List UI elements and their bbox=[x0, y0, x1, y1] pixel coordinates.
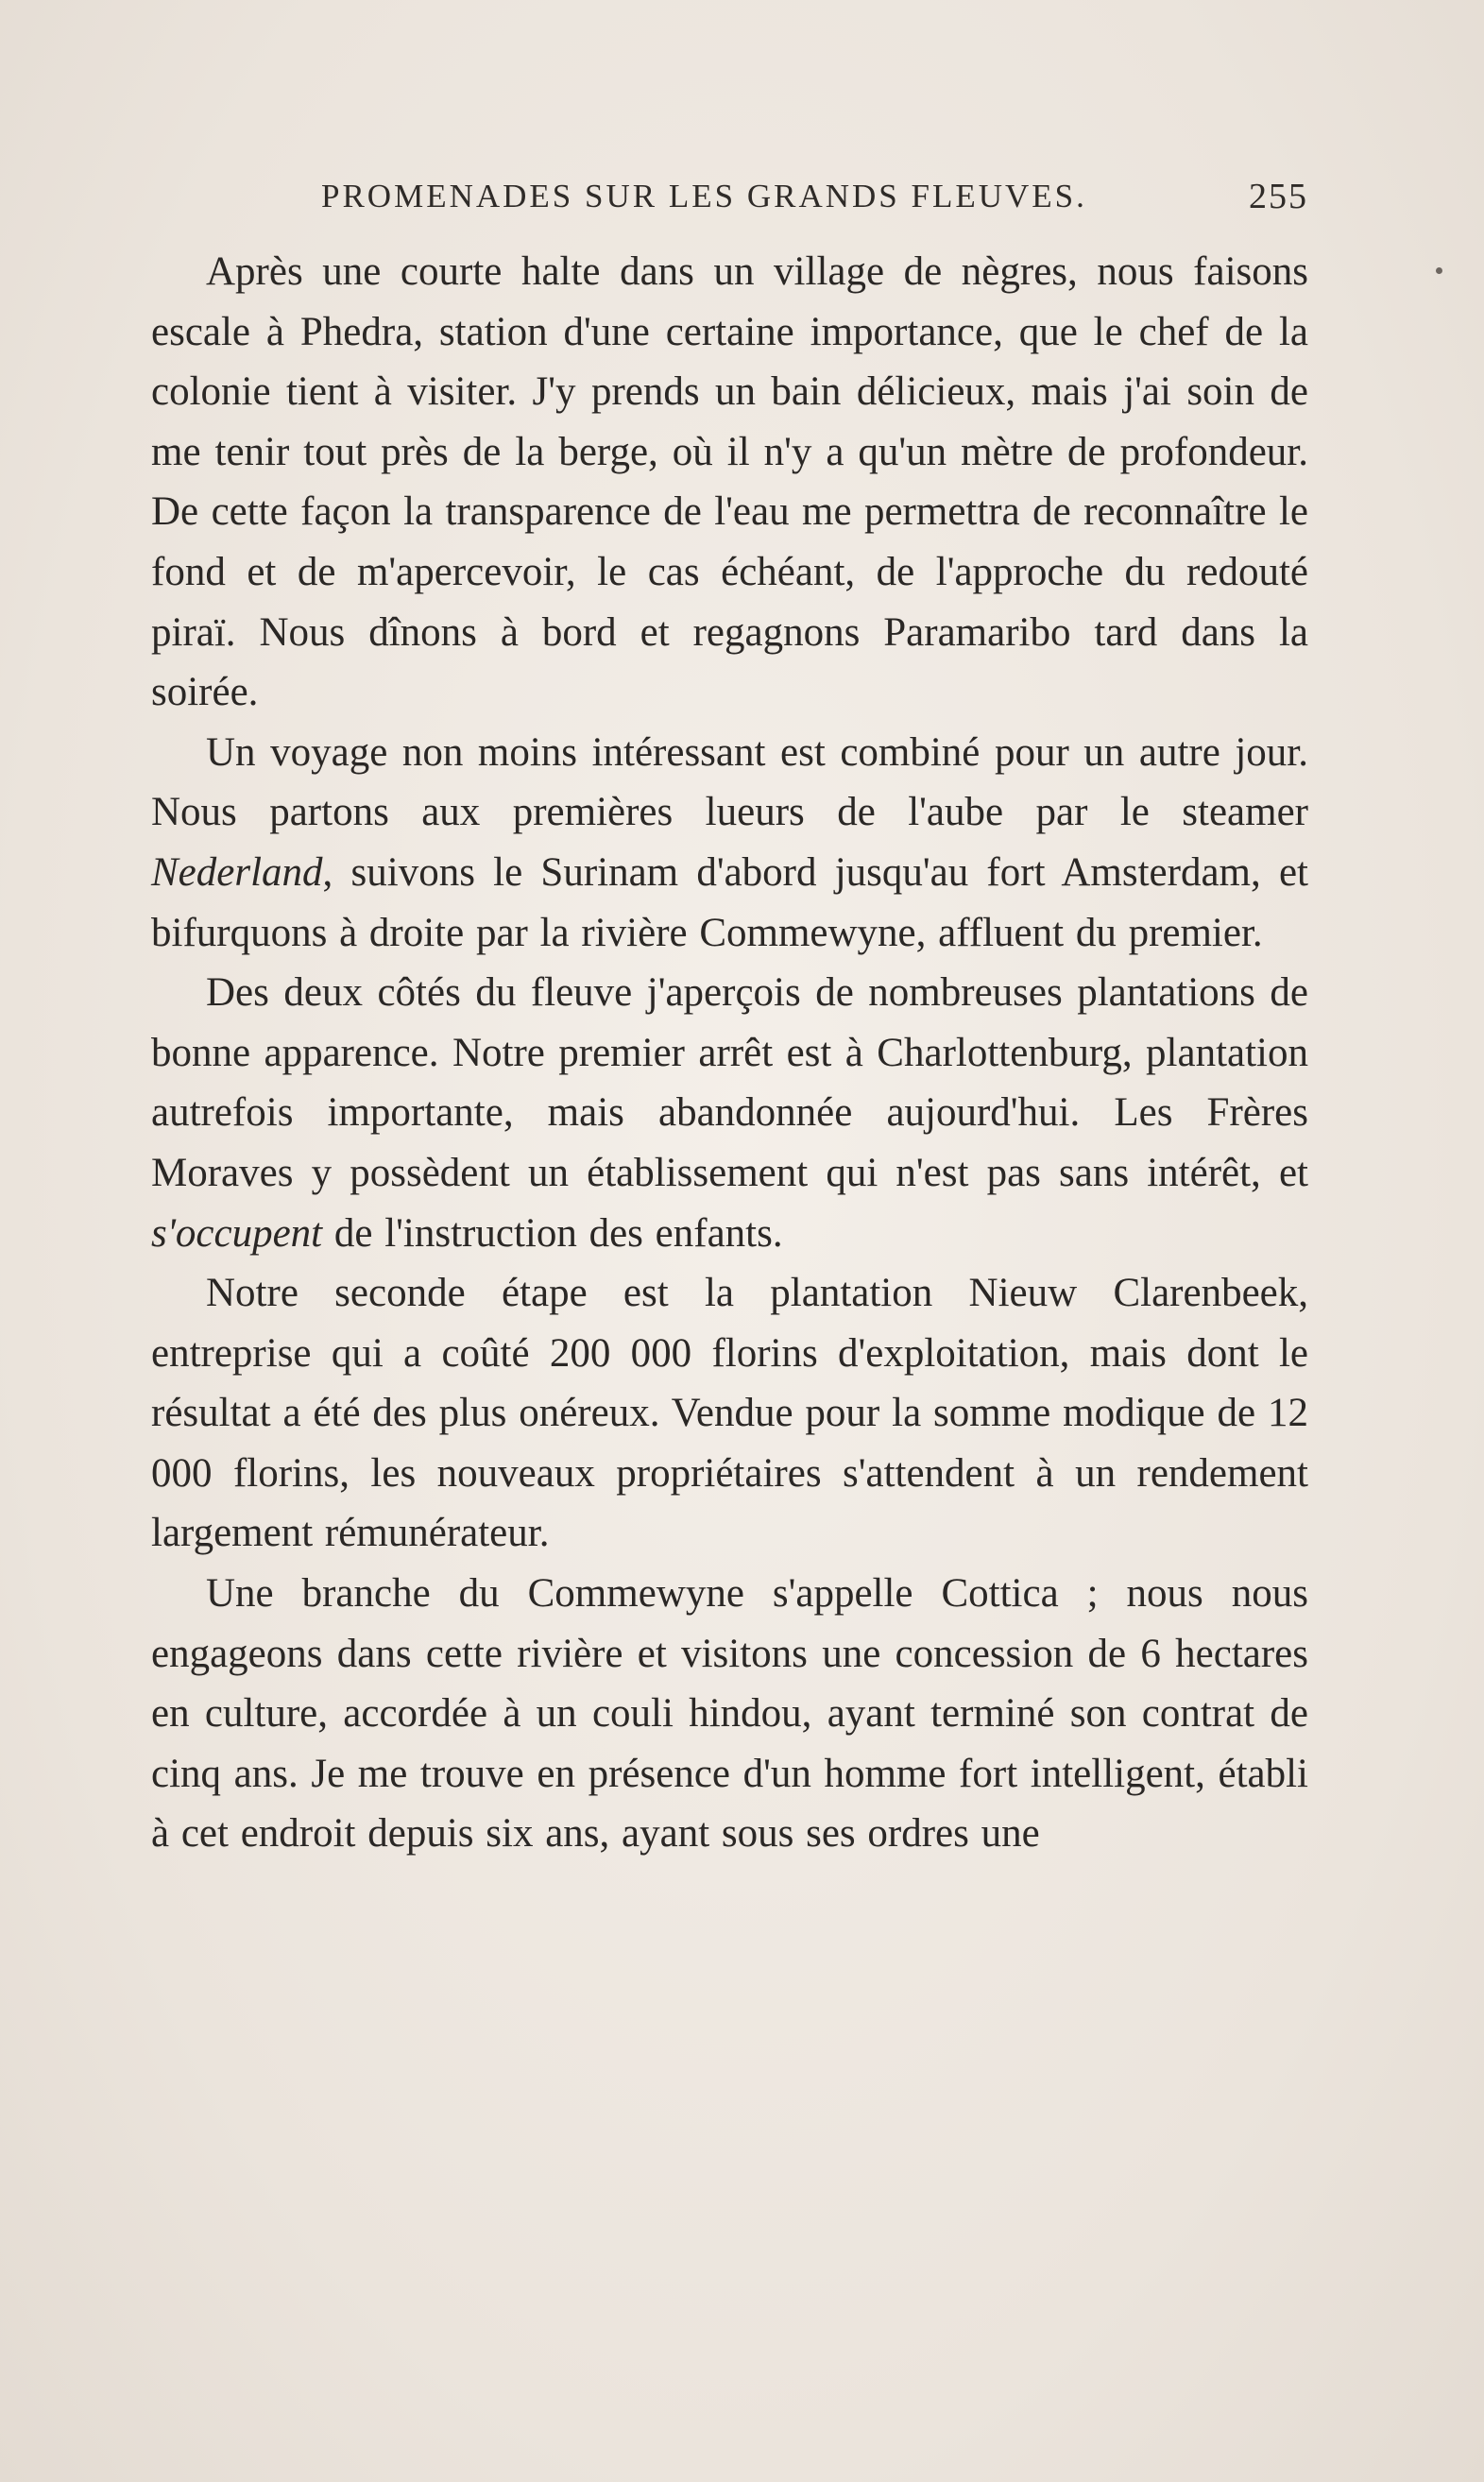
paragraph-3 bbox=[151, 963, 1308, 1263]
paragraph-2-text-a: Un voyage non moins intéressant est combiné pour un autre jour. Nous partons aux premières lueurs de l'aube par le steamer bbox=[151, 729, 1308, 835]
paragraph-5: Une branche du Commewyne s'appelle Cottica ; nous nous engageons dans cette rivière et visitons une concession de 6 hectares en culture, accordée à un couli hindou, ayant terminé son contrat de cinq ans. Je me trouve en présence d'un homme fort intelligent, établi à cet endroit depuis six ans, ayant sous ses ordres une bbox=[151, 1571, 1308, 1857]
paragraph-4: Notre seconde étape est la plantation Nieuw Clarenbeek, entreprise qui a coûté 200 000 florins d'exploitation, mais dont le résultat a été des plus onéreux. Vendue pour la somme modique de 12 000 florins, les nouveaux propriétaires s'attendent à un rendement largement rémunérateur. bbox=[151, 1271, 1308, 1556]
paragraph-3-text-b: de l'instruction des enfants. bbox=[322, 1210, 783, 1256]
running-title: PROMENADES SUR LES GRANDS FLEUVES. bbox=[321, 178, 1087, 214]
paragraph-3-text-a: Des deux côtés du fleuve j'aperçois de nombreuses plantations de bonne apparence. Notre premier arrêt est à Charlottenburg, plantation autrefois importante, mais abandonnée aujourd'hui. Les Frères Moraves y possèdent un établissement qui n'est pas sans intérêt, et bbox=[151, 970, 1308, 1195]
paper-speck bbox=[1436, 267, 1442, 274]
running-head bbox=[151, 168, 1308, 225]
body-text bbox=[151, 242, 1308, 1864]
page-number: 255 bbox=[1249, 177, 1308, 216]
paragraph-2-italic-ship-name: Nederland bbox=[151, 849, 323, 895]
paragraph-3-italic-word: s'occupent bbox=[151, 1210, 323, 1256]
paragraph-2 bbox=[151, 723, 1308, 963]
paragraph-1: Après une courte halte dans un village de nègres, nous faisons escale à Phedra, station d'une certaine importance, que le chef de la colonie tient à visiter. J'y prends un bain délicieux, mais j'ai soin de me tenir tout près de la berge, où il n'y a qu'un mètre de profondeur. De cette façon la transparence de l'eau me permettra de reconnaître le fond et de m'apercevoir, le cas échéant, de l'approche du redouté piraï. Nous dînons à bord et regagnons Paramaribo tard dans la soirée. bbox=[151, 249, 1308, 715]
paragraph-2-text-b: , suivons le Surinam d'abord jusqu'au fort Amsterdam, et bifurquons à droite par la rivière Commewyne, affluent du premier. bbox=[151, 849, 1308, 955]
